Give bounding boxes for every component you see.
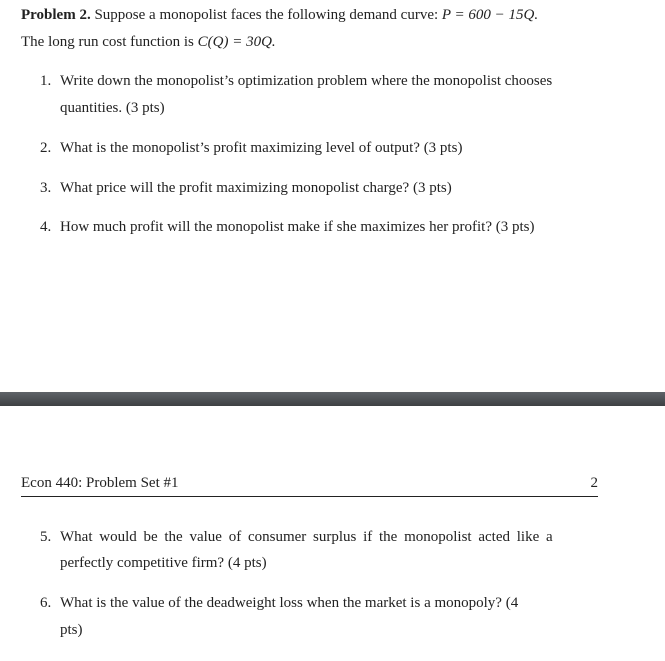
question-4-number: 4. — [40, 219, 52, 235]
question-3-number: 3. — [40, 180, 52, 196]
question-4-line-1: How much profit will the monopolist make if she maximizes her profit? (3 pts) — [60, 219, 535, 235]
question-5-number: 5. — [40, 529, 52, 545]
question-2-number: 2. — [40, 140, 52, 156]
problem-label: Problem 2. — [21, 7, 91, 23]
course-title: Econ 440: Problem Set #1 — [21, 475, 179, 491]
question-6-line-1: What is the value of the deadweight loss when the market is a monopoly? (4 — [60, 595, 519, 611]
question-3-line-1: What price will the profit maximizing monopolist charge? (3 pts) — [60, 180, 452, 196]
question-1-line-1: Write down the monopolist’s optimization problem where the monopolist chooses — [60, 73, 553, 89]
question-6-number: 6. — [40, 595, 52, 611]
cost-equation: C(Q) = 30Q. — [197, 34, 276, 50]
question-1-line-2: quantities. (3 pts) — [60, 100, 165, 116]
problem-line-1 — [21, 5, 538, 25]
question-5-line-1: What would be the value of consumer surplus if the monopolist acted like a — [60, 529, 553, 545]
cost-intro-text: The long run cost function is — [21, 34, 198, 50]
problem-intro-text: Suppose a monopolist faces the following demand curve: — [94, 7, 442, 23]
running-header — [21, 472, 598, 497]
question-5-line-2: perfectly competitive firm? (4 pts) — [60, 555, 267, 571]
question-2-line-1: What is the monopolist’s profit maximizing level of output? (3 pts) — [60, 140, 463, 156]
problem-line-2 — [21, 32, 276, 52]
page-separator — [0, 392, 665, 406]
demand-equation: P = 600 − 15Q. — [441, 7, 539, 23]
question-1-number: 1. — [40, 73, 52, 89]
page-number: 2 — [590, 475, 598, 491]
question-6-line-2: pts) — [60, 622, 83, 638]
